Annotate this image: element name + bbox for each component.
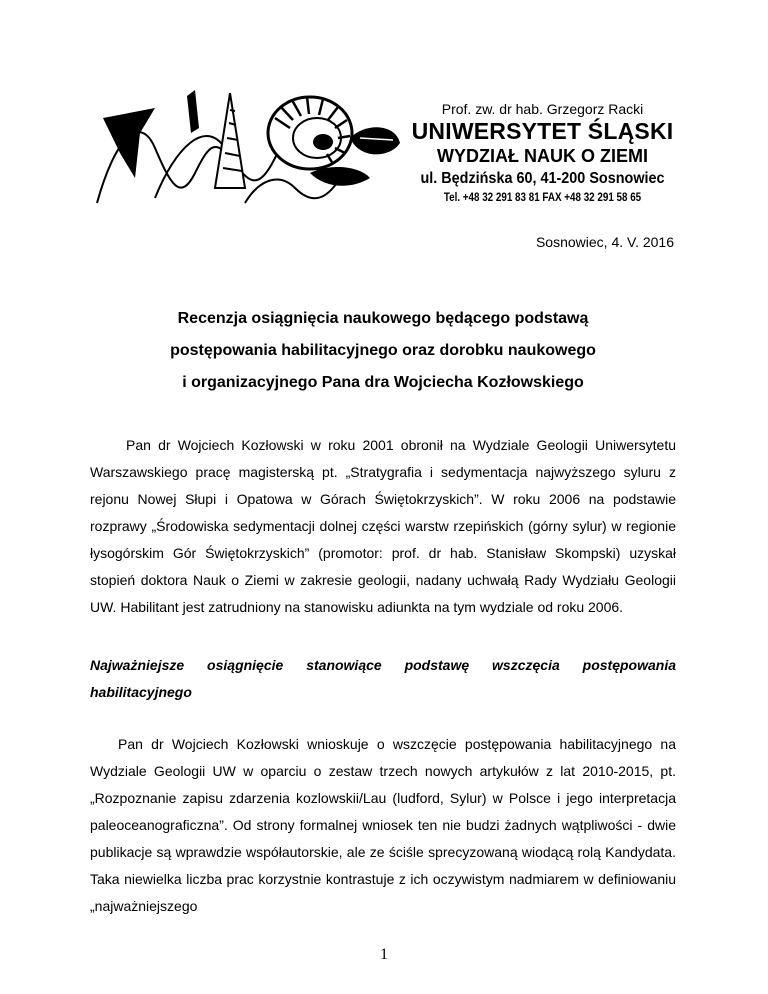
fossil-shell-icon: [350, 127, 400, 154]
fossil-bivalve-icon: [310, 167, 370, 186]
paragraph-intro: Pan dr Wojciech Kozłowski w roku 2001 obronił na Wydziale Geologii Uniwersytetu Warszawskiego pracę magisterską pt. „Stratygrafia i sedymentacja najwyższego syluru z rejonu Nowej Słupi i Opatowa w Górach Świętokrzyskich”. W roku 2006 na podstawie rozprawy „Środowiska sedymentacji dolnej części warstw rzepińskich (górny sylur) w regionie łysogórskim Gór Świętokrzyskich” (promotor: prof. dr hab. Stanisław Skompski) uzyskał stopień doktora Nauk o Ziemi w zakresie geologii, nadany uchwałą Rady Wydziału Geologii UW. Habilitant jest zatrudniony na stanowisku adiunkta na tym wydziale od roku 2006.: [90, 437, 676, 615]
paragraph-achievement: Pan dr Wojciech Kozłowski wnioskuje o wszczęcie postępowania habilitacyjnego na Wydziale Geologii UW w oparciu o zestaw trzech nowych artykułów z lat 2010-2015, pt. „Rozpoznanie zapisu zdarzenia kozlowskii/Lau (ludford, Sylur) w Polsce i jego interpretacja paleoceanograficzna”. Od strony formalnej wniosek ten nie budzi żadnych wątpliwości - dwie publikacje są wprawdzie współautorskie, ale ze ściśle sprecyzowaną wiodącą rolą Kandydata. Taka niewielka liczba prac korzystnie kontrastuje z ich oczywistym nadmiarem w definiowaniu „najważniejszego: [90, 736, 676, 914]
title-line-2: postępowania habilitacyjnego oraz dorobku naukowego: [170, 342, 596, 359]
fossil-ammonite-icon: [268, 97, 352, 169]
document-title: [90, 303, 676, 399]
document-date: Sosnowiec, 4. V. 2016: [535, 234, 674, 250]
fossil-logo: [95, 78, 425, 213]
page-number: 1: [380, 946, 388, 963]
section-heading: Najważniejsze osiągnięcie stanowiące podstawę wszczęcia postępowania habilitacyjnego: [90, 657, 676, 700]
letterhead: [405, 100, 680, 205]
letterhead-phone-fax: Tel. +48 32 291 83 81 FAX +48 32 291 58 65: [443, 190, 642, 204]
title-line-1: Recenzja osiągnięcia naukowego będącego podstawą: [177, 310, 589, 327]
fossil-horn-icon: [187, 90, 199, 133]
letterhead-professor: Prof. zw. dr hab. Grzegorz Racki: [441, 101, 644, 117]
letterhead-faculty: WYDZIAŁ NAUK O ZIEMI: [437, 146, 648, 166]
letterhead-university: UNIWERSYTET ŚLĄSKI: [411, 118, 674, 144]
title-line-3: i organizacyjnego Pana dra Wojciecha Kozłowskiego: [182, 374, 584, 391]
fossil-tooth-icon: [103, 108, 155, 178]
letterhead-address: ul. Będzińska 60, 41-200 Sosnowiec: [420, 170, 665, 187]
